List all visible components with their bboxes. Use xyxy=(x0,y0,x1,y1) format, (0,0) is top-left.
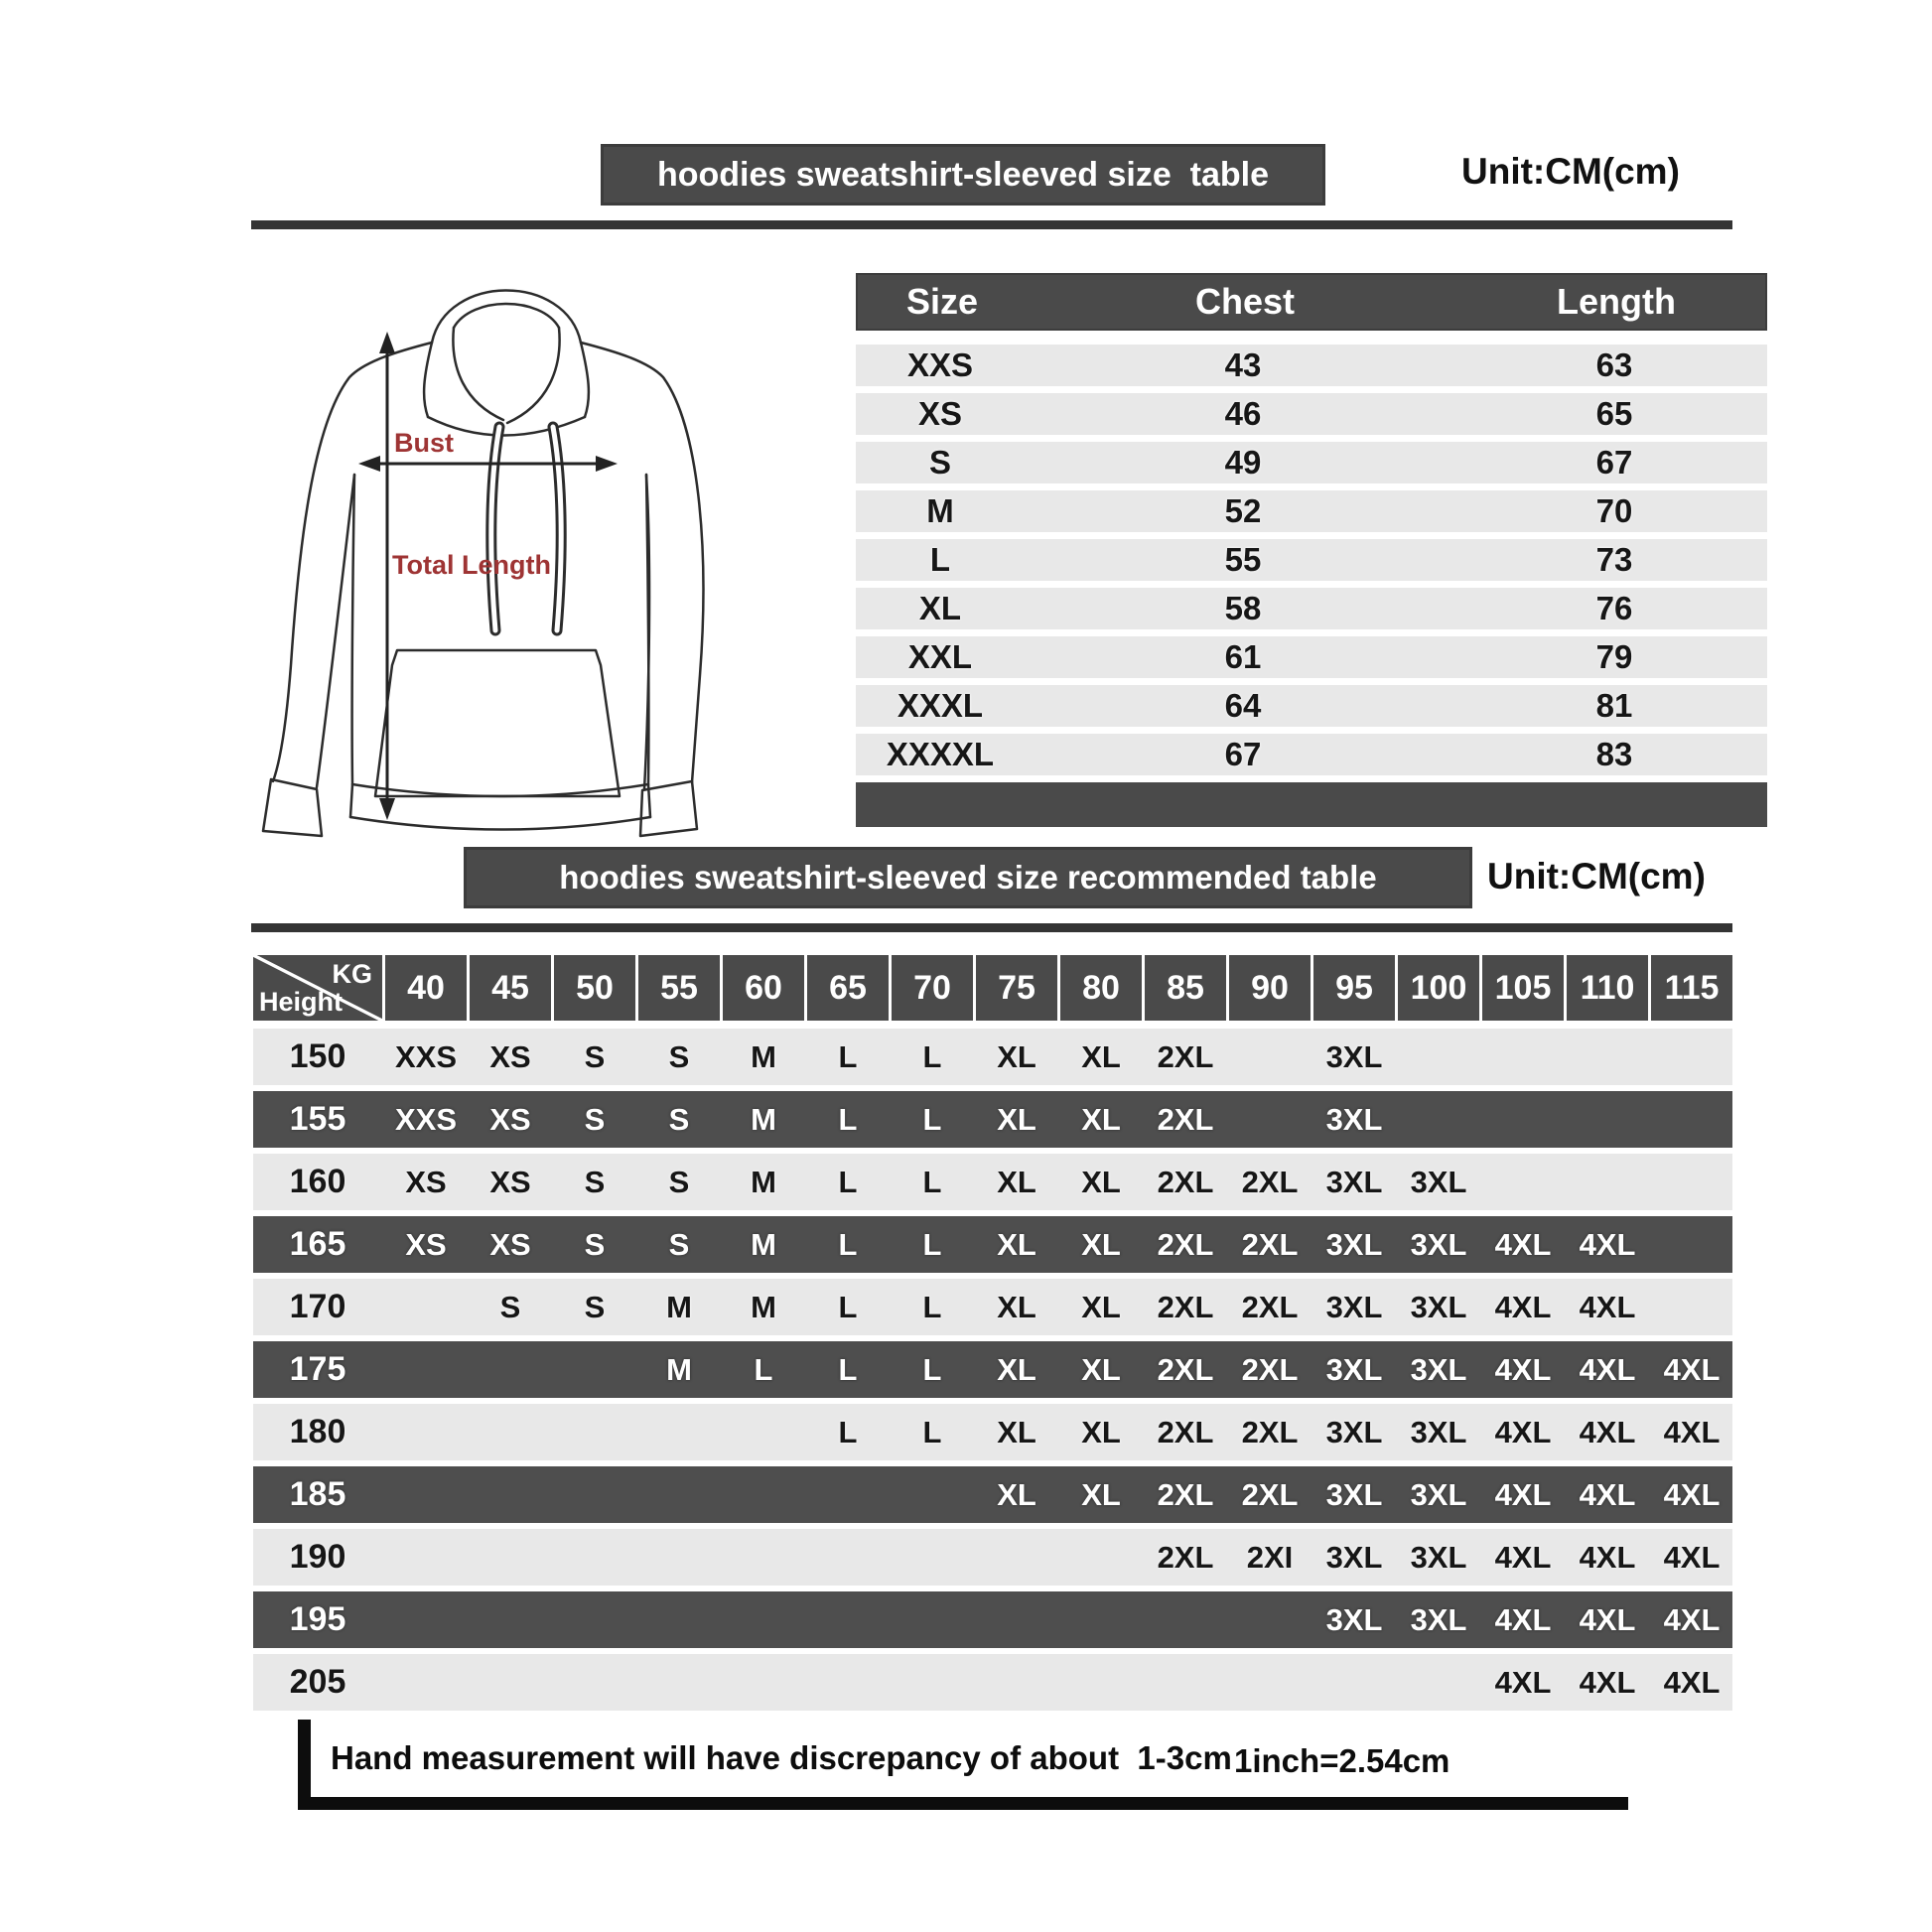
length-cell: 67 xyxy=(1595,444,1633,481)
size-recommend-cell: XS xyxy=(405,1164,447,1199)
size-recommend-cell: S xyxy=(584,1101,606,1137)
size-recommend-cell: L xyxy=(838,1351,858,1387)
size-recommend-cell: M xyxy=(751,1164,776,1199)
size-recommend-cell: S xyxy=(668,1101,690,1137)
height-label: Height xyxy=(259,987,343,1017)
chest-cell: 52 xyxy=(1224,492,1262,529)
size-recommend-cell: 4XL xyxy=(1663,1476,1721,1512)
chest-cell: 67 xyxy=(1224,736,1262,772)
size-recommend-cell: XL xyxy=(1081,1038,1121,1074)
size-recommend-cell: S xyxy=(668,1038,690,1074)
size-recommend-cell: XL xyxy=(997,1164,1036,1199)
size-recommend-cell: 4XL xyxy=(1494,1664,1552,1700)
height-cell: 185 xyxy=(289,1475,346,1513)
size-recommend-cell: 2XL xyxy=(1241,1226,1299,1262)
length-cell: 63 xyxy=(1595,346,1633,383)
size-recommend-cell: 2XL xyxy=(1241,1414,1299,1449)
size-recommend-cell: 2XL xyxy=(1241,1476,1299,1512)
height-cell: 190 xyxy=(289,1538,346,1576)
weight-header-cell: 90 xyxy=(1229,955,1311,1021)
chest-column-header: Chest xyxy=(1194,281,1296,322)
matrix-header-row xyxy=(253,955,1732,1021)
size-recommend-cell: XL xyxy=(997,1226,1036,1262)
height-cell: 160 xyxy=(289,1163,346,1200)
size-recommend-cell: 4XL xyxy=(1579,1476,1636,1512)
matrix-row xyxy=(253,1529,1732,1586)
size-recommend-cell: 2XL xyxy=(1157,1038,1214,1074)
weight-header-cell: 105 xyxy=(1482,955,1564,1021)
size-recommend-cell: S xyxy=(584,1226,606,1262)
matrix-body xyxy=(253,1029,1732,1711)
size-recommend-cell: 2XL xyxy=(1157,1414,1214,1449)
size-recommend-cell: 3XL xyxy=(1410,1476,1467,1512)
size-recommend-cell: L xyxy=(922,1101,942,1137)
chest-cell: 55 xyxy=(1224,541,1262,578)
size-table-row xyxy=(856,539,1767,581)
matrix-row xyxy=(253,1341,1732,1398)
size-recommend-cell: 4XL xyxy=(1579,1414,1636,1449)
weight-header-cell: 50 xyxy=(554,955,635,1021)
size-cell: XXXL xyxy=(897,687,984,724)
size-recommend-cell: XS xyxy=(405,1226,447,1262)
size-cell: XXL xyxy=(907,638,973,675)
weight-header-cell: 60 xyxy=(723,955,804,1021)
size-recommend-cell: XL xyxy=(997,1038,1036,1074)
size-recommend-cell: S xyxy=(668,1226,690,1262)
weight-header-cell: 100 xyxy=(1398,955,1479,1021)
size-recommend-cell: 4XL xyxy=(1494,1476,1552,1512)
height-cell: 150 xyxy=(289,1037,346,1075)
weight-header-cell: 75 xyxy=(976,955,1057,1021)
unit-label-2: Unit:CM(cm) xyxy=(1487,856,1706,897)
length-cell: 73 xyxy=(1595,541,1633,578)
size-cell: XL xyxy=(918,590,962,626)
height-cell: 205 xyxy=(289,1663,346,1701)
matrix-row xyxy=(253,1091,1732,1148)
size-recommend-cell: 2XL xyxy=(1157,1539,1214,1575)
size-recommend-cell: 4XL xyxy=(1494,1289,1552,1324)
size-recommend-cell: M xyxy=(751,1226,776,1262)
height-cell: 155 xyxy=(289,1100,346,1138)
recommended-table-title: hoodies sweatshirt-sleeved size recommended table xyxy=(559,859,1377,896)
size-cell: XS xyxy=(917,395,963,432)
size-recommend-cell: 4XL xyxy=(1579,1539,1636,1575)
weight-header-cell: 40 xyxy=(385,955,467,1021)
height-cell: 195 xyxy=(289,1600,346,1638)
size-recommend-cell: M xyxy=(666,1289,692,1324)
length-column-header: Length xyxy=(1557,281,1676,322)
size-recommend-cell: XS xyxy=(489,1038,531,1074)
size-recommend-cell: M xyxy=(751,1038,776,1074)
size-recommend-cell: 4XL xyxy=(1663,1414,1721,1449)
size-recommend-cell: 4XL xyxy=(1663,1351,1721,1387)
size-recommend-cell: XXS xyxy=(394,1038,458,1074)
size-table-header-row xyxy=(856,273,1767,331)
matrix-row xyxy=(253,1029,1732,1085)
size-table-row xyxy=(856,393,1767,435)
size-recommend-cell: 3XL xyxy=(1410,1164,1467,1199)
size-recommend-cell: 4XL xyxy=(1579,1601,1636,1637)
weight-header-cell: 115 xyxy=(1651,955,1732,1021)
size-recommend-cell: 3XL xyxy=(1325,1289,1383,1324)
size-table-body xyxy=(856,345,1767,775)
weight-header-cell: 85 xyxy=(1145,955,1226,1021)
size-cell: XXXXL xyxy=(886,736,995,772)
weight-header-cell: 70 xyxy=(892,955,973,1021)
size-recommend-cell: 2XL xyxy=(1241,1289,1299,1324)
size-recommend-cell: L xyxy=(922,1414,942,1449)
size-recommend-cell: XL xyxy=(1081,1164,1121,1199)
size-column-header: Size xyxy=(905,281,979,322)
size-recommend-cell: 2XL xyxy=(1157,1164,1214,1199)
size-recommend-cell: 3XL xyxy=(1410,1601,1467,1637)
size-recommend-cell: XL xyxy=(1081,1351,1121,1387)
size-recommend-cell: 2XL xyxy=(1241,1164,1299,1199)
size-recommend-cell: 4XL xyxy=(1579,1351,1636,1387)
size-recommend-cell: L xyxy=(838,1101,858,1137)
size-recommend-cell: 4XL xyxy=(1579,1664,1636,1700)
size-recommend-cell: M xyxy=(751,1289,776,1324)
length-cell: 65 xyxy=(1595,395,1633,432)
size-recommend-cell: 3XL xyxy=(1410,1414,1467,1449)
size-table-row xyxy=(856,490,1767,532)
length-cell: 83 xyxy=(1595,736,1633,772)
size-recommend-cell: XL xyxy=(1081,1101,1121,1137)
height-cell: 180 xyxy=(289,1413,346,1450)
size-recommend-cell: L xyxy=(922,1226,942,1262)
size-recommend-cell: S xyxy=(584,1038,606,1074)
size-recommend-cell: 2XI xyxy=(1246,1539,1294,1575)
size-recommend-cell: XL xyxy=(1081,1289,1121,1324)
size-recommend-cell: XL xyxy=(997,1414,1036,1449)
size-recommend-cell: S xyxy=(668,1164,690,1199)
size-table-title-bar xyxy=(601,144,1325,206)
chest-cell: 49 xyxy=(1224,444,1262,481)
matrix-row xyxy=(253,1404,1732,1460)
weight-header-cell: 110 xyxy=(1567,955,1648,1021)
size-recommend-cell: L xyxy=(922,1351,942,1387)
inch-conversion-note: 1inch=2.54cm xyxy=(1234,1742,1450,1779)
size-recommend-cell: 3XL xyxy=(1325,1038,1383,1074)
size-recommend-cell: S xyxy=(584,1289,606,1324)
size-recommend-cell: 2XL xyxy=(1157,1226,1214,1262)
chest-cell: 46 xyxy=(1224,395,1262,432)
size-recommend-cell: XL xyxy=(997,1476,1036,1512)
size-recommend-cell: 3XL xyxy=(1325,1226,1383,1262)
size-recommend-cell: S xyxy=(584,1164,606,1199)
kg-label: KG xyxy=(332,959,372,989)
height-cell: 175 xyxy=(289,1350,346,1388)
size-recommend-cell: 4XL xyxy=(1663,1539,1721,1575)
size-recommend-cell: 4XL xyxy=(1494,1414,1552,1449)
size-recommend-cell: 4XL xyxy=(1579,1289,1636,1324)
size-table-row xyxy=(856,345,1767,386)
size-recommend-cell: XL xyxy=(1081,1476,1121,1512)
size-recommend-cell: 4XL xyxy=(1494,1539,1552,1575)
weight-header-cell: 80 xyxy=(1060,955,1142,1021)
total-length-label: Total Length xyxy=(392,550,551,580)
size-recommend-cell: 3XL xyxy=(1410,1289,1467,1324)
size-recommend-cell: XL xyxy=(1081,1226,1121,1262)
footer-frame-horizontal-bar xyxy=(298,1797,1628,1810)
divider-rule-2 xyxy=(251,923,1732,932)
size-recommend-cell: 4XL xyxy=(1494,1226,1552,1262)
matrix-row xyxy=(253,1154,1732,1210)
size-recommend-cell: 2XL xyxy=(1157,1476,1214,1512)
size-table-row xyxy=(856,685,1767,727)
size-table-bottom-bar xyxy=(856,782,1767,827)
size-cell: XXS xyxy=(906,346,974,383)
chest-cell: 43 xyxy=(1224,346,1262,383)
length-cell: 79 xyxy=(1595,638,1633,675)
size-recommend-cell: 2XL xyxy=(1157,1289,1214,1324)
size-recommend-cell: S xyxy=(499,1289,521,1324)
size-recommend-cell: 4XL xyxy=(1579,1226,1636,1262)
hoodie-measurement-diagram xyxy=(204,248,710,844)
size-recommend-cell: XL xyxy=(997,1289,1036,1324)
height-cell: 170 xyxy=(289,1288,346,1325)
recommended-table-title-bar xyxy=(464,847,1472,908)
weight-header-cell: 65 xyxy=(807,955,889,1021)
size-recommend-cell: 3XL xyxy=(1325,1539,1383,1575)
length-cell: 81 xyxy=(1595,687,1633,724)
size-recommend-cell: L xyxy=(922,1289,942,1324)
recommended-size-matrix xyxy=(253,955,1732,1717)
chest-cell: 64 xyxy=(1224,687,1262,724)
matrix-row xyxy=(253,1654,1732,1711)
footer-frame-vertical-bar xyxy=(298,1720,311,1809)
size-recommend-cell: L xyxy=(838,1164,858,1199)
kg-height-corner-cell xyxy=(253,955,382,1021)
size-recommend-cell: 4XL xyxy=(1494,1351,1552,1387)
size-table-title: hoodies sweatshirt-sleeved size table xyxy=(656,155,1269,194)
length-cell: 70 xyxy=(1595,492,1633,529)
size-recommend-cell: 4XL xyxy=(1663,1601,1721,1637)
size-recommend-cell: L xyxy=(922,1164,942,1199)
size-recommend-cell: XL xyxy=(997,1351,1036,1387)
size-recommend-cell: 3XL xyxy=(1325,1101,1383,1137)
size-recommend-cell: 4XL xyxy=(1494,1601,1552,1637)
chest-cell: 58 xyxy=(1224,590,1262,626)
size-recommend-cell: M xyxy=(666,1351,692,1387)
size-cell: M xyxy=(926,492,954,529)
bust-label: Bust xyxy=(394,428,454,458)
size-recommend-cell: XL xyxy=(1081,1414,1121,1449)
size-table-row xyxy=(856,734,1767,775)
size-recommend-cell: XXS xyxy=(394,1101,458,1137)
size-recommend-cell: L xyxy=(838,1414,858,1449)
size-recommend-cell: 2XL xyxy=(1157,1101,1214,1137)
size-recommend-cell: L xyxy=(922,1038,942,1074)
size-recommend-cell: L xyxy=(838,1226,858,1262)
size-cell: L xyxy=(929,541,951,578)
size-recommend-cell: 3XL xyxy=(1325,1414,1383,1449)
size-recommend-cell: 3XL xyxy=(1410,1351,1467,1387)
size-table-row xyxy=(856,588,1767,629)
matrix-row xyxy=(253,1279,1732,1335)
matrix-row xyxy=(253,1216,1732,1273)
weight-header-cell: 55 xyxy=(638,955,720,1021)
size-recommend-cell: L xyxy=(754,1351,773,1387)
size-table xyxy=(856,273,1767,827)
size-recommend-cell: 3XL xyxy=(1410,1539,1467,1575)
matrix-row xyxy=(253,1466,1732,1523)
size-recommend-cell: L xyxy=(838,1038,858,1074)
length-cell: 76 xyxy=(1595,590,1633,626)
size-recommend-cell: XS xyxy=(489,1101,531,1137)
measurement-note: Hand measurement will have discrepancy of about 1-3cm xyxy=(331,1739,1232,1776)
height-cell: 165 xyxy=(289,1225,346,1263)
unit-label-1: Unit:CM(cm) xyxy=(1461,151,1680,192)
size-cell: S xyxy=(928,444,951,481)
weight-header-cell: 45 xyxy=(470,955,551,1021)
size-recommend-cell: 3XL xyxy=(1410,1226,1467,1262)
size-recommend-cell: 3XL xyxy=(1325,1476,1383,1512)
size-table-row xyxy=(856,442,1767,483)
size-recommend-cell: XS xyxy=(489,1164,531,1199)
chest-cell: 61 xyxy=(1224,638,1262,675)
matrix-row xyxy=(253,1591,1732,1648)
size-recommend-cell: XL xyxy=(997,1101,1036,1137)
size-recommend-cell: 4XL xyxy=(1663,1664,1721,1700)
size-recommend-cell: 3XL xyxy=(1325,1164,1383,1199)
size-recommend-cell: 3XL xyxy=(1325,1351,1383,1387)
size-recommend-cell: L xyxy=(838,1289,858,1324)
size-recommend-cell: 3XL xyxy=(1325,1601,1383,1637)
weight-header-cell: 95 xyxy=(1313,955,1395,1021)
size-recommend-cell: M xyxy=(751,1101,776,1137)
size-recommend-cell: 2XL xyxy=(1241,1351,1299,1387)
size-table-row xyxy=(856,636,1767,678)
size-recommend-cell: 2XL xyxy=(1157,1351,1214,1387)
size-recommend-cell: XS xyxy=(489,1226,531,1262)
divider-rule-1 xyxy=(251,220,1732,229)
